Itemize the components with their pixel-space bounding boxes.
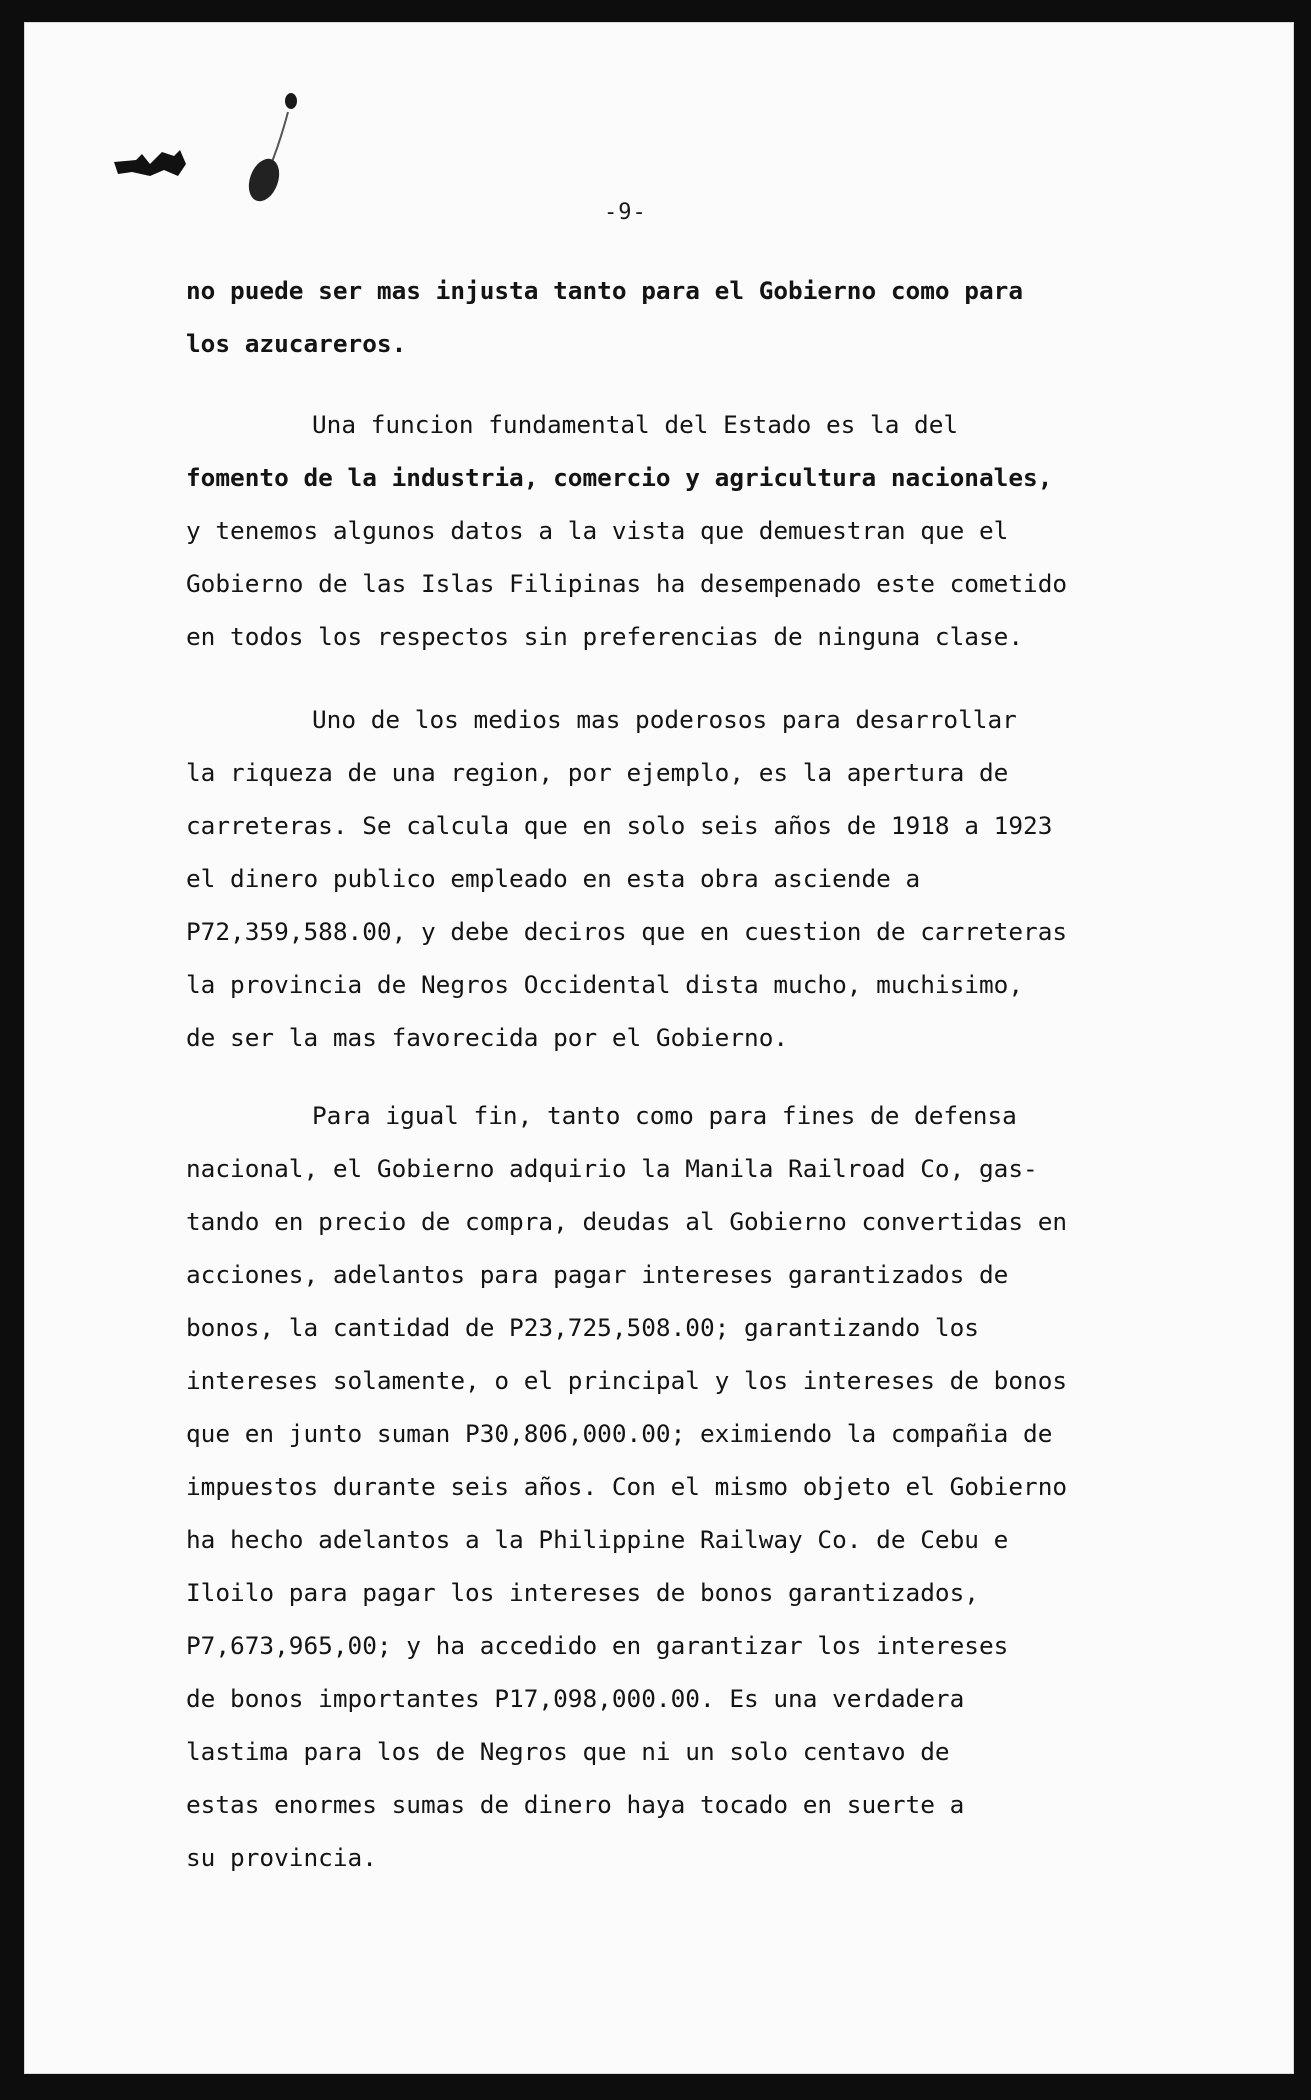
document-page <box>24 22 1294 2074</box>
text-line: ha hecho adelantos a la Philippine Railway Co. de Cebu e <box>186 1525 1009 1554</box>
text-line: tando en precio de compra, deudas al Gobierno convertidas en <box>186 1207 1068 1236</box>
paragraph-2 <box>186 398 1246 663</box>
page-number: -9- <box>604 200 647 225</box>
text-line: nacional, el Gobierno adquirio la Manila Railroad Co, gas- <box>186 1154 1038 1183</box>
text-line: P72,359,588.00, y debe deciros que en cuestion de carreteras <box>186 917 1068 946</box>
paragraph-4 <box>186 1089 1246 1884</box>
text-line: la riqueza de una region, por ejemplo, es la apertura de <box>186 758 1009 787</box>
paragraph-3 <box>186 693 1246 1064</box>
text-line: P7,673,965,00; y ha accedido en garantizar los intereses <box>186 1631 1009 1660</box>
text-line: su provincia. <box>186 1843 377 1872</box>
text-line: fomento de la industria, comercio y agricultura nacionales, <box>186 463 1053 492</box>
text-line: la provincia de Negros Occidental dista mucho, muchisimo, <box>186 970 1024 999</box>
text-line: que en junto suman P30,806,000.00; eximiendo la compañia de <box>186 1419 1053 1448</box>
text-line: carreteras. Se calcula que en solo seis años de 1918 a 1923 <box>186 811 1053 840</box>
text-line: Iloilo para pagar los intereses de bonos garantizados, <box>186 1578 979 1607</box>
text-line: estas enormes sumas de dinero haya tocado en suerte a <box>186 1790 965 1819</box>
text-line: Gobierno de las Islas Filipinas ha desempenado este cometido <box>186 569 1068 598</box>
text-line: de ser la mas favorecida por el Gobierno. <box>186 1023 789 1052</box>
text-line: bonos, la cantidad de P23,725,508.00; garantizando los <box>186 1313 979 1342</box>
text-line: los azucareros. <box>186 329 407 358</box>
text-line: acciones, adelantos para pagar intereses garantizados de <box>186 1260 1009 1289</box>
text-line: el dinero publico empleado en esta obra asciende a <box>186 864 921 893</box>
paragraph-1 <box>186 264 1246 370</box>
text-line: Para igual fin, tanto como para fines de defensa <box>312 1101 1017 1130</box>
text-line: no puede ser mas injusta tanto para el Gobierno como para <box>186 276 1024 305</box>
text-line: y tenemos algunos datos a la vista que demuestran que el <box>186 516 1009 545</box>
text-line: intereses solamente, o el principal y los intereses de bonos <box>186 1366 1068 1395</box>
ink-smudge-mark <box>84 72 314 222</box>
text-line: de bonos importantes P17,098,000.00. Es una verdadera <box>186 1684 965 1713</box>
text-line: Uno de los medios mas poderosos para desarrollar <box>312 705 1017 734</box>
text-line: impuestos durante seis años. Con el mismo objeto el Gobierno <box>186 1472 1068 1501</box>
text-line: en todos los respectos sin preferencias de ninguna clase. <box>186 622 1024 651</box>
text-line: Una funcion fundamental del Estado es la del <box>312 410 959 439</box>
text-line: lastima para los de Negros que ni un solo centavo de <box>186 1737 950 1766</box>
